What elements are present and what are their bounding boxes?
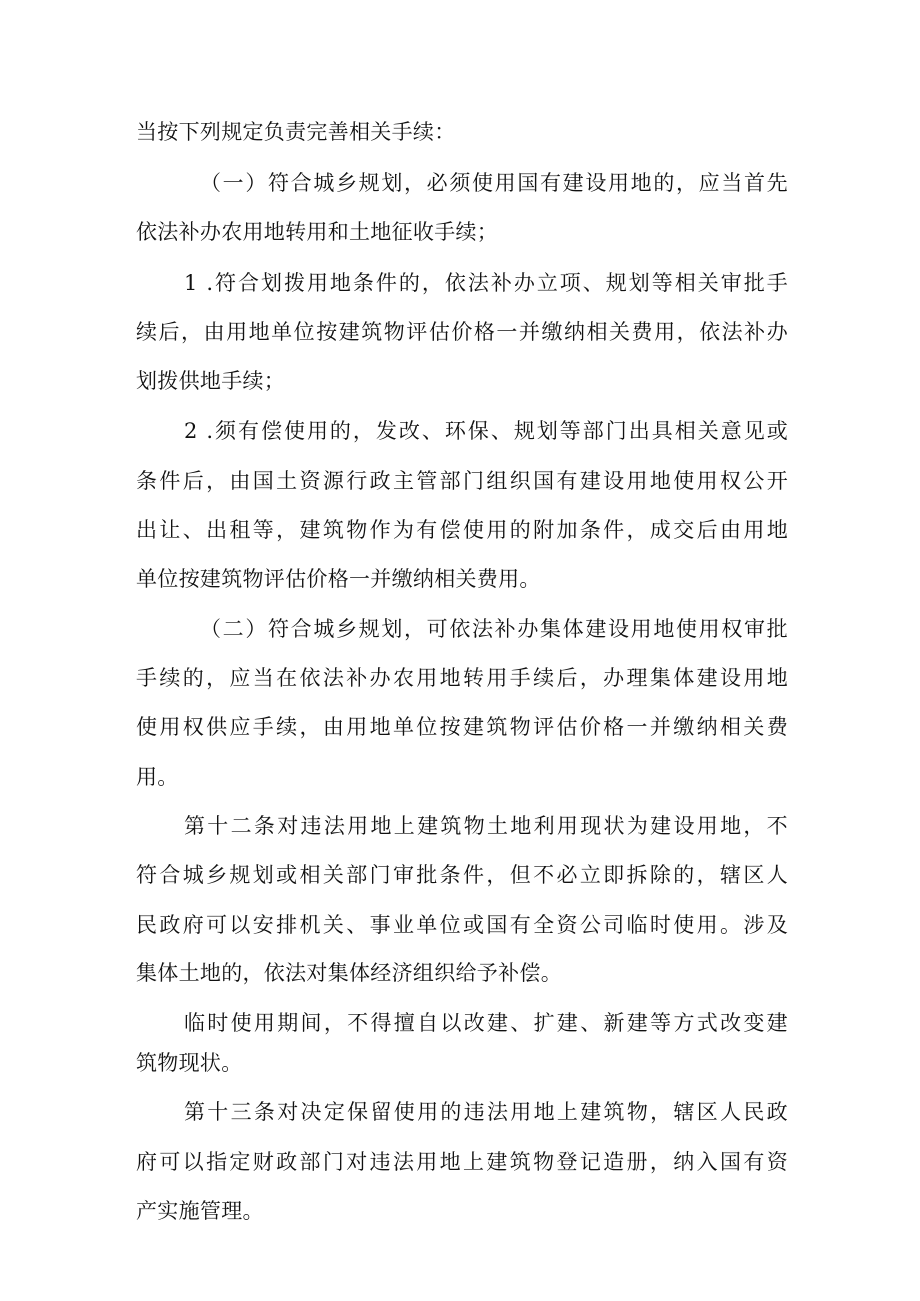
text-line: 当按下列规定负责完善相关手续： bbox=[136, 120, 456, 144]
text-line: 第十三条对决定保留使用的违法用地上建筑物，辖区人民政 bbox=[184, 1100, 788, 1124]
text-line: 符合城乡规划或相关部门审批条件，但不必立即拆除的，辖区人 bbox=[136, 863, 788, 887]
text-line: 出让、出租等，建筑物作为有偿使用的附加条件，成交后由用地 bbox=[136, 518, 788, 542]
text-line: 府可以指定财政部门对违法用地上建筑物登记造册，纳入国有资 bbox=[136, 1150, 788, 1174]
text-line: 依法补办农用地转用和土地征收手续； bbox=[136, 220, 499, 244]
text-line: 2 .须有偿使用的，发改、环保、规划等部门出具相关意见或 bbox=[184, 419, 788, 443]
text-line: 民政府可以安排机关、事业单位或国有全资公司临时使用。涉及 bbox=[136, 913, 788, 937]
text-line: （一）符合城乡规划，必须使用国有建设用地的，应当首先 bbox=[200, 171, 788, 195]
text-line: 手续的，应当在依法补办农用地转用手续后，办理集体建设用地 bbox=[136, 666, 788, 690]
text-line: 用。 bbox=[136, 765, 179, 789]
text-line: 续后，由用地单位按建筑物评估价格一并缴纳相关费用，依法补办 bbox=[136, 320, 788, 344]
text-line: 使用权供应手续，由用地单位按建筑物评估价格一并缴纳相关费 bbox=[136, 715, 788, 739]
text-line: 第十二条对违法用地上建筑物土地利用现状为建设用地，不 bbox=[184, 814, 788, 838]
text-line: 划拨供地手续； bbox=[136, 369, 286, 393]
text-line: （二）符合城乡规划，可依法补办集体建设用地使用权审批 bbox=[200, 617, 788, 641]
text-line: 筑物现状。 bbox=[136, 1051, 243, 1075]
text-line: 集体土地的，依法对集体经济组织给予补偿。 bbox=[136, 961, 562, 985]
text-line: 单位按建筑物评估价格一并缴纳相关费用。 bbox=[136, 567, 541, 591]
text-line: 条件后，由国土资源行政主管部门组织国有建设用地使用权公开 bbox=[136, 469, 788, 493]
text-line: 产实施管理。 bbox=[136, 1199, 264, 1223]
text-line: 临时使用期间，不得擅自以改建、扩建、新建等方式改变建 bbox=[184, 1011, 788, 1035]
text-line: 1 .符合划拨用地条件的，依法补办立项、规划等相关审批手 bbox=[184, 271, 788, 295]
